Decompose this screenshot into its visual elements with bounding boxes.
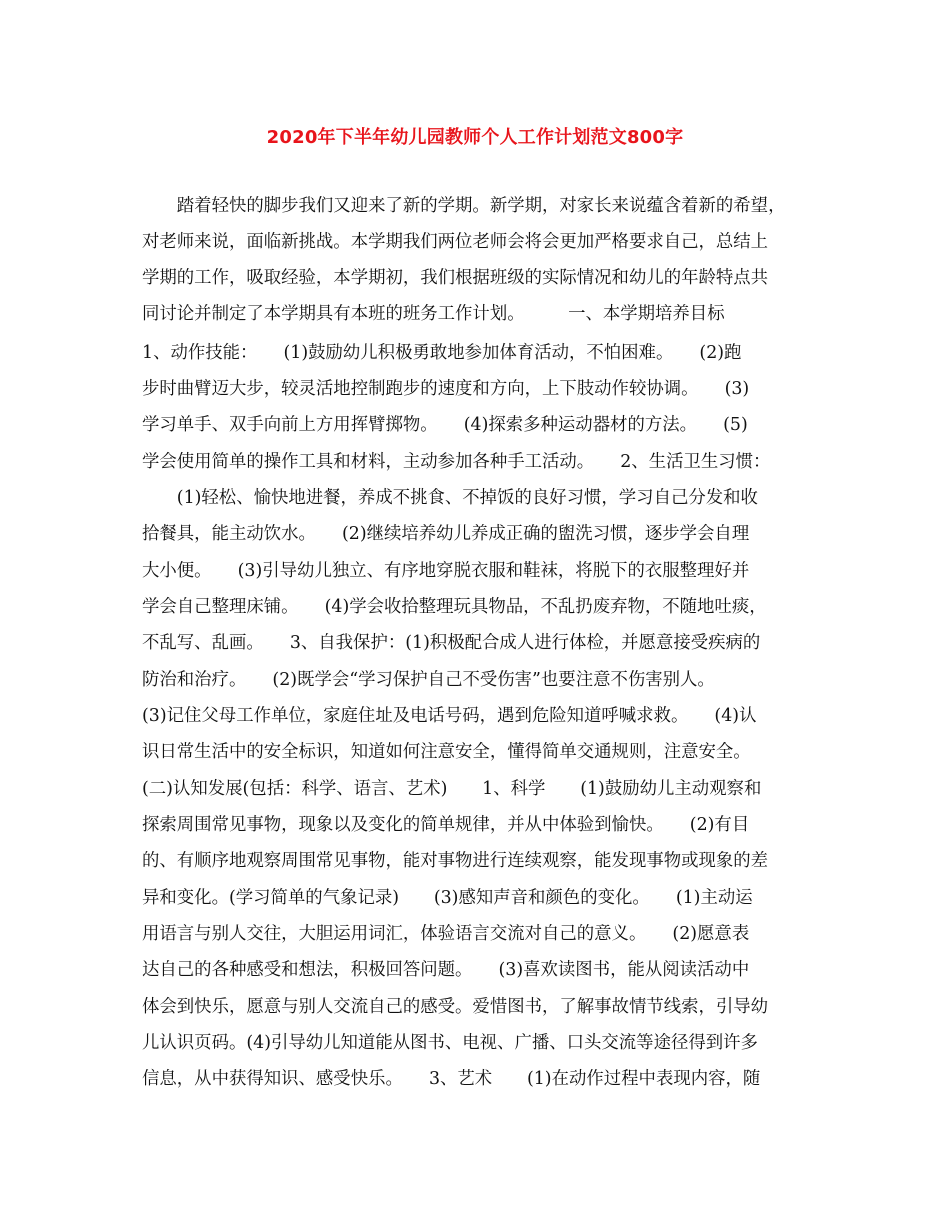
body-line: 儿认识页码。(4)引导幼儿知道能从图书、电视、广播、口头交流等途径得到许多 <box>142 1033 758 1053</box>
body-line: 达自己的各种感受和想法，积极回答问题。 (3)喜欢读图书，能从阅读活动中 <box>142 960 750 980</box>
body-line: 的、有顺序地观察周围常见事物，能对事物进行连续观察，能发现事物或现象的差 <box>142 851 769 871</box>
body-line: 体会到快乐，愿意与别人交流自己的感受。爱惜图书，了解事故情节线索，引导幼 <box>142 997 769 1017</box>
body-line: 用语言与别人交往，大胆运用词汇，体验语言交流对自己的意义。 (2)愿意表 <box>142 924 750 944</box>
body-line: 学会自己整理床铺。 (4)学会收拾整理玩具物品，不乱扔废弃物，不随地吐痰， <box>142 597 767 617</box>
body-line: 同讨论并制定了本学期具有本班的班务工作计划。 一、本学期培养目标 <box>142 304 725 324</box>
body-line: (3)记住父母工作单位，家庭住址及电话号码，遇到危险知道呼喊求救。 (4)认 <box>142 706 757 726</box>
body-line: (1)轻松、愉快地进餐，养成不挑食、不掉饭的良好习惯，学习自己分发和收 <box>142 488 758 508</box>
body-line: 异和变化。(学习简单的气象记录) (3)感知声音和颜色的变化。 (1)主动运 <box>142 888 753 908</box>
body-line: 学期的工作，吸取经验，本学期初，我们根据班级的实际情况和幼儿的年龄特点共 <box>142 268 769 288</box>
document-title: 2020年下半年幼儿园教师个人工作计划范文800字 <box>266 127 684 148</box>
body-line: 防治和治疗。 (2)既学会“学习保护自己不受伤害”也要注意不伤害别人。 <box>142 670 715 690</box>
body-line: 步时曲臂迈大步，较灵活地控制跑步的速度和方向，上下肢动作较协调。 (3) <box>142 379 750 399</box>
body-line: (二)认知发展(包括：科学、语言、艺术) 1、科学 (1)鼓励幼儿主动观察和 <box>142 779 762 799</box>
body-line: 信息，从中获得知识、感受快乐。 3、艺术 (1)在动作过程中表现内容，随 <box>142 1069 761 1089</box>
body-line: 不乱写、乱画。 3、自我保护：(1)积极配合成人进行体检，并愿意接受疾病的 <box>142 633 761 653</box>
body-line: 踏着轻快的脚步我们又迎来了新的学期。新学期，对家长来说蕴含着新的希望， <box>142 196 786 216</box>
body-line: 学习单手、双手向前上方用挥臂掷物。 (4)探索多种运动器材的方法。 (5) <box>142 415 748 435</box>
body-line: 拾餐具，能主动饮水。 (2)继续培养幼儿养成正确的盥洗习惯，逐步学会自理 <box>142 524 750 544</box>
body-line: 探索周围常见事物，现象以及变化的简单规律，并从中体验到愉快。 (2)有目 <box>142 815 750 835</box>
body-line: 学会使用简单的操作工具和材料，主动参加各种手工活动。 2、生活卫生习惯： <box>142 452 771 472</box>
body-line: 对老师来说，面临新挑战。本学期我们两位老师会将会更加严格要求自己，总结上 <box>142 232 769 252</box>
body-line: 识日常生活中的安全标识，知道如何注意安全，懂得简单交通规则，注意安全。 <box>142 742 751 762</box>
body-line: 1、动作技能： (1)鼓励幼儿积极勇敢地参加体育活动，不怕困难。 (2)跑 <box>142 343 742 363</box>
body-line: 大小便。 (3)引导幼儿独立、有序地穿脱衣服和鞋袜，将脱下的衣服整理好并 <box>142 561 750 581</box>
